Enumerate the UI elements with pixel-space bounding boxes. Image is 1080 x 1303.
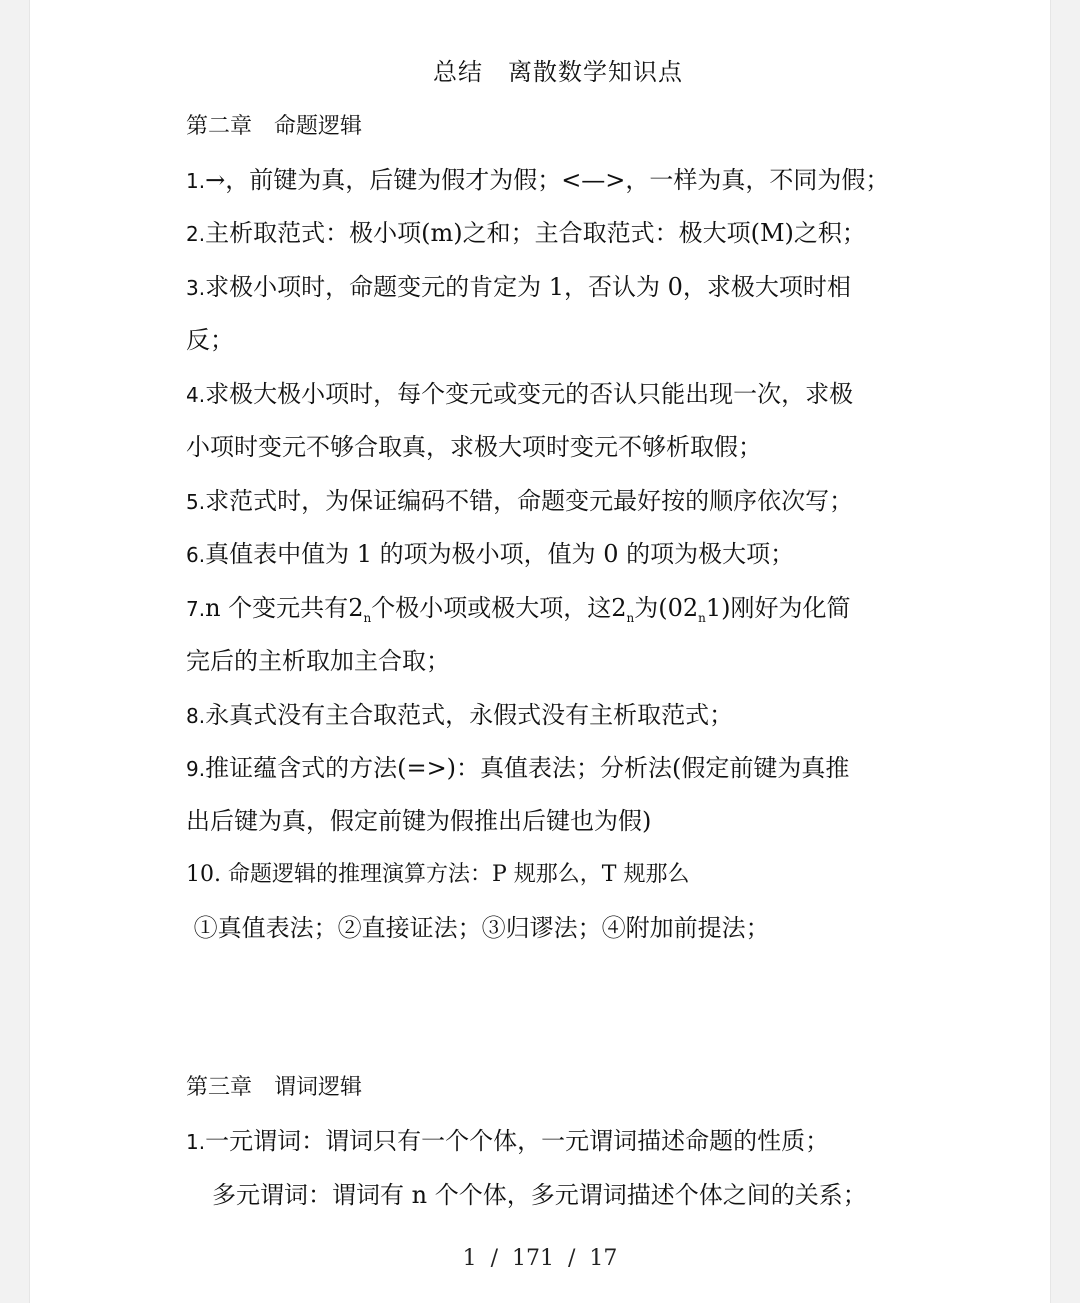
item-text: 求极大极小项时，每个变元或变元的否认只能出现一次，求极 [205,380,854,408]
chapter3-heading: 第三章 谓词逻辑 [186,1075,363,1100]
chapter3-item-1 [186,1126,829,1157]
document-title: 总结 离散数学知识点 [433,58,683,86]
power-expression: $2_n$ [682,594,706,625]
item-text: 求极小项时，命题变元的肯定为 1，否认为 0，求极大项时相 [205,273,851,301]
chapter2-item-7 [186,593,851,633]
chapter2-item-1 [186,165,889,196]
chapter2-item-10-methods: ①真值表法；②直接证法；③归谬法；④附加前提法； [186,914,770,942]
item-text: n 个变元共有 [205,594,349,622]
item-text: 求范式时，为保证编码不错，命题变元最好按的顺序依次写； [205,487,854,515]
chapter2-item-4 [186,379,853,410]
chapter2-item-8 [186,700,733,731]
item-text: 永真式没有主合取范式，永假式没有主析取范式； [205,701,734,729]
chapter2-heading: 第二章 命题逻辑 [186,114,363,139]
chapter2-item-5 [186,486,853,517]
chapter2-item-9-cont: 出后键为真，假定前键为假推出后键也为假) [186,807,652,835]
chapter2-item-3 [186,272,851,303]
item-number: 7. [186,597,206,621]
item-text: →，前键为真，后键为假才为假；<—>，一样为真，不同为假； [205,166,890,194]
item-number: 3. [186,276,206,300]
item-number: 1. [186,1130,206,1154]
item-number: 8. [186,704,206,728]
item-number: 2. [186,222,206,246]
item-text: 真值表中值为 1 的项为极小项，值为 0 的项为极大项； [205,540,795,568]
item-number: 6. [186,543,206,567]
item-text: 1)刚好为化简 [705,594,851,622]
chapter2-item-4-cont: 小项时变元不够合取真，求极大项时变元不够析取假； [186,433,762,461]
item-text: 推证蕴含式的方法(=>)：真值表法；分析法(假定前键为真推 [205,754,850,782]
item-number: 5. [186,490,206,514]
power-expression: $2_n$ [348,594,372,625]
item-number: 1. [186,169,206,193]
chapter2-item-3-cont: 反； [186,326,234,354]
power-expression: $2_n$ [611,594,635,625]
chapter2-item-6 [186,539,794,570]
chapter2-item-9 [186,753,849,784]
page-indicator: 1 / 171 / 17 [462,1246,618,1271]
item-number: 9. [186,757,206,781]
item-text: 一元谓词：谓词只有一个个体，一元谓词描述命题的性质； [205,1127,830,1155]
item-number: 4. [186,383,206,407]
item-text: 为(0 [634,594,683,622]
item-text: 主析取范式：极小项(m)之和；主合取范式：极大项(M)之积； [205,219,866,247]
item-text: 个极小项或极大项，这 [371,594,612,622]
chapter2-item-2 [186,218,866,249]
chapter2-item-7-cont: 完后的主析取加主合取； [186,647,450,675]
document-page [30,0,1050,1303]
chapter3-item-1-cont: 多元谓词：谓词有 n 个个体，多元谓词描述个体之间的关系； [212,1181,867,1209]
chapter2-item-10: 10. 命题逻辑的推理演算方法：P 规那么，T 规那么 [186,862,690,887]
